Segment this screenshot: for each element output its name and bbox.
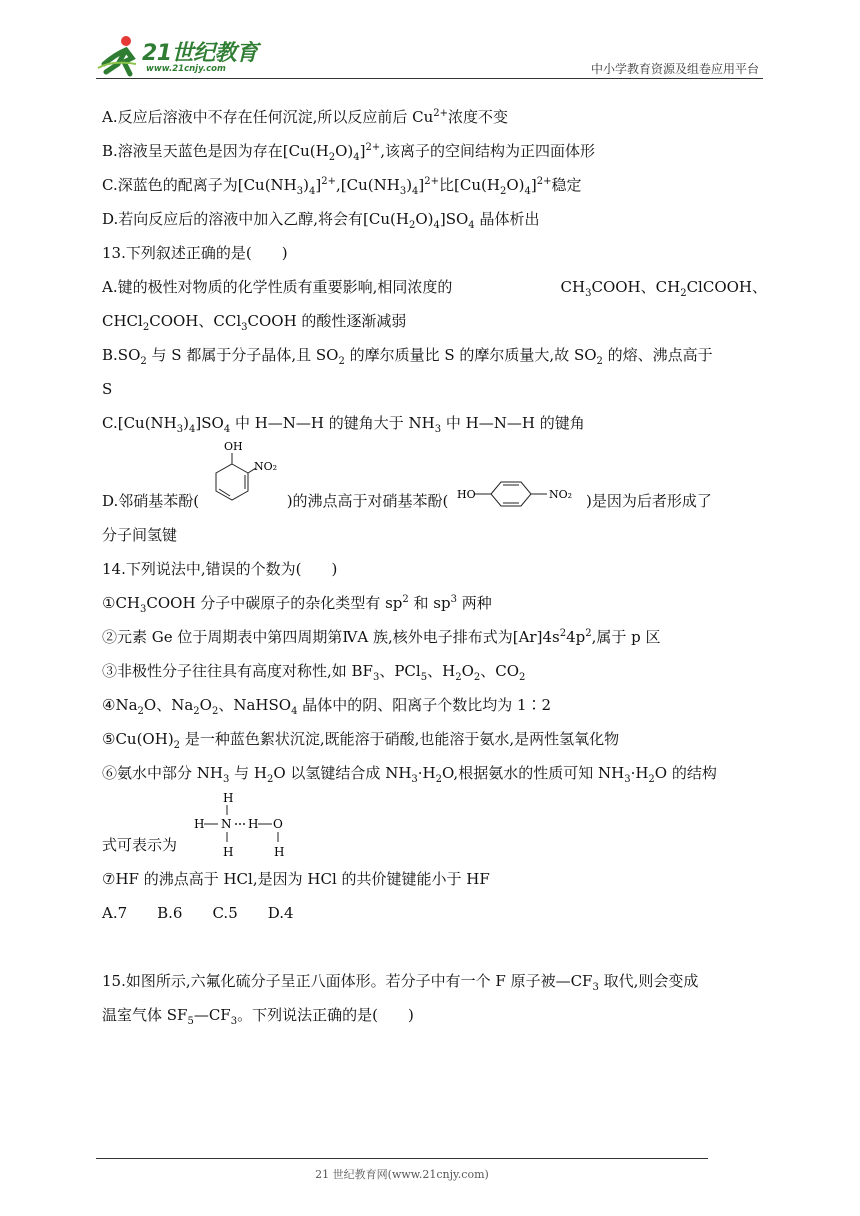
svg-text:O: O <box>273 817 283 831</box>
para-nitrophenol-icon <box>453 476 581 516</box>
q14-options: A.7 B.6 C.5 D.4 <box>102 904 294 922</box>
q14-statement-6-line2: 式可表示为 <box>102 836 178 854</box>
q14-statement-7: ⑦HF 的沸点高于 HCl,是因为 HCl 的共价键键能小于 HF <box>102 870 490 888</box>
q14-stem: 14.下列说法中,错误的个数为( ) <box>102 560 338 578</box>
site-logo[interactable] <box>96 34 266 78</box>
q14-statement-6-structure-row <box>102 790 767 862</box>
q13-option-a-line1: A.键的极性对物质的化学性质有重要影响,相同浓度的 $CH_3COOH$、$CH_2ClCOOH$、 <box>102 278 767 299</box>
q12-option-c: C.深蓝色的配离子为$[Cu(NH_3)_4]^{2+},[Cu(NH_3)_4]^{2+}$比$[Cu(H_2O)_4]^{2+}$稳定 <box>102 176 582 197</box>
svg-text:H: H <box>274 845 285 859</box>
q13-option-d-line1: D.邻硝基苯酚( OH NO₂ )的沸点高于对硝基苯酚( HO NO₂ )是因为后者形成了 <box>102 484 767 518</box>
q15-stem-line1: 15.如图所示,六氟化硫分子呈正八面体形。若分子中有一个 F 原子被$—CF_3$ 取代,则会变成 <box>102 972 699 993</box>
q14-statement-1: $①CH_3COOH$ 分子中碳原子的杂化类型有 $sp^2$ 和 $sp^3$ 两种 <box>102 594 492 615</box>
q13-option-c: $C.[Cu(NH_3)_4]SO_4$ 中 H—N—H 的键角大于 $NH_3$ 中 H—N—H 的键角 <box>102 414 585 435</box>
q14-statement-4: $④Na_2O$、$Na_2O_2$、NaHSO$_4$ 晶体中的阴、阳离子个数比均为 1∶2 <box>102 696 552 717</box>
q13-option-a-line2: CHCl$_2$COOH、CCl$_3$COOH 的酸性逐渐减弱 <box>102 312 407 333</box>
ammonia-water-structure-icon <box>190 790 300 862</box>
spacer <box>102 930 767 964</box>
q13-stem: 13.下列叙述正确的是( ) <box>102 244 288 262</box>
q14-statement-3: ③非极性分子往往具有高度对称性,如 $BF_3$、PCl$_5$、$H_2O_2$、$CO_2$ <box>102 662 526 683</box>
ortho-nitrophenol-structure <box>204 440 282 518</box>
q13-option-d-line2: 分子间氢键 <box>102 526 178 544</box>
svg-text:HO: HO <box>457 488 476 501</box>
q14-statement-6: ⑥氨水中部分 $NH_3$ 与 $H_2O$ 以氢键结合成 $NH_3\cdot H_2O$,根据氨水的性质可知 $NH_3\cdot H_2O$ 的结构 <box>102 764 717 785</box>
q13-option-b-line2: S <box>102 380 113 398</box>
footer-text: 21 世纪教育网(www.21cnjy.com) <box>315 1168 489 1181</box>
header-platform-text: 中小学教育资源及组卷应用平台 <box>590 62 759 76</box>
svg-text:OH: OH <box>223 440 243 453</box>
q12-option-a: A.反应后溶液中不存在任何沉淀,所以反应前后 $Cu^{2+}$浓度不变 <box>102 108 509 126</box>
svg-text:NO₂: NO₂ <box>253 460 277 473</box>
svg-text:N: N <box>221 817 232 831</box>
runner-logo-icon <box>96 34 142 78</box>
header-divider <box>96 78 763 79</box>
svg-text:H: H <box>194 817 205 831</box>
question-content <box>102 100 767 1032</box>
q12-option-d: D.若向反应后的溶液中加入乙醇,将会有$[Cu(H_2O)_4]SO_4$ 晶体析出 <box>102 210 540 231</box>
para-nitrophenol-structure <box>453 488 581 518</box>
svg-text:H: H <box>223 845 234 859</box>
svg-text:H: H <box>248 817 259 831</box>
q13-option-d-row <box>102 440 767 518</box>
q15-stem-line2: 温室气体 $SF_5—CF_3$。下列说法正确的是( ) <box>102 1006 414 1027</box>
ortho-nitrophenol-icon <box>204 438 282 518</box>
page-header <box>96 28 763 80</box>
logo-url: www.21cnjy.com <box>146 64 226 74</box>
footer-divider <box>96 1158 708 1159</box>
q14-statement-2: ②元素 Ge 位于周期表中第四周期第ⅣA 族,核外电子排布式为$[Ar]4s^24p^2$,属于 p 区 <box>102 628 661 646</box>
logo-text: 21世纪教育 <box>142 41 258 66</box>
svg-text:NO₂: NO₂ <box>549 488 573 501</box>
q14-statement-5: $⑤Cu(OH)_2$ 是一种蓝色絮状沉淀,既能溶于硝酸,也能溶于氨水,是两性氢氧化物 <box>102 730 620 751</box>
q13-option-b-line1: $B.SO_2$ 与 S 都属于分子晶体,且 $SO_2$ 的摩尔质量比 S 的摩尔质量大,故 $SO_2$ 的熔、沸点高于 <box>102 346 713 367</box>
svg-text:H: H <box>223 791 234 805</box>
q12-option-b: B.溶液呈天蓝色是因为存在$[Cu(H_2O)_4]^{2+}$,该离子的空间结构为正四面体形 <box>102 142 596 163</box>
